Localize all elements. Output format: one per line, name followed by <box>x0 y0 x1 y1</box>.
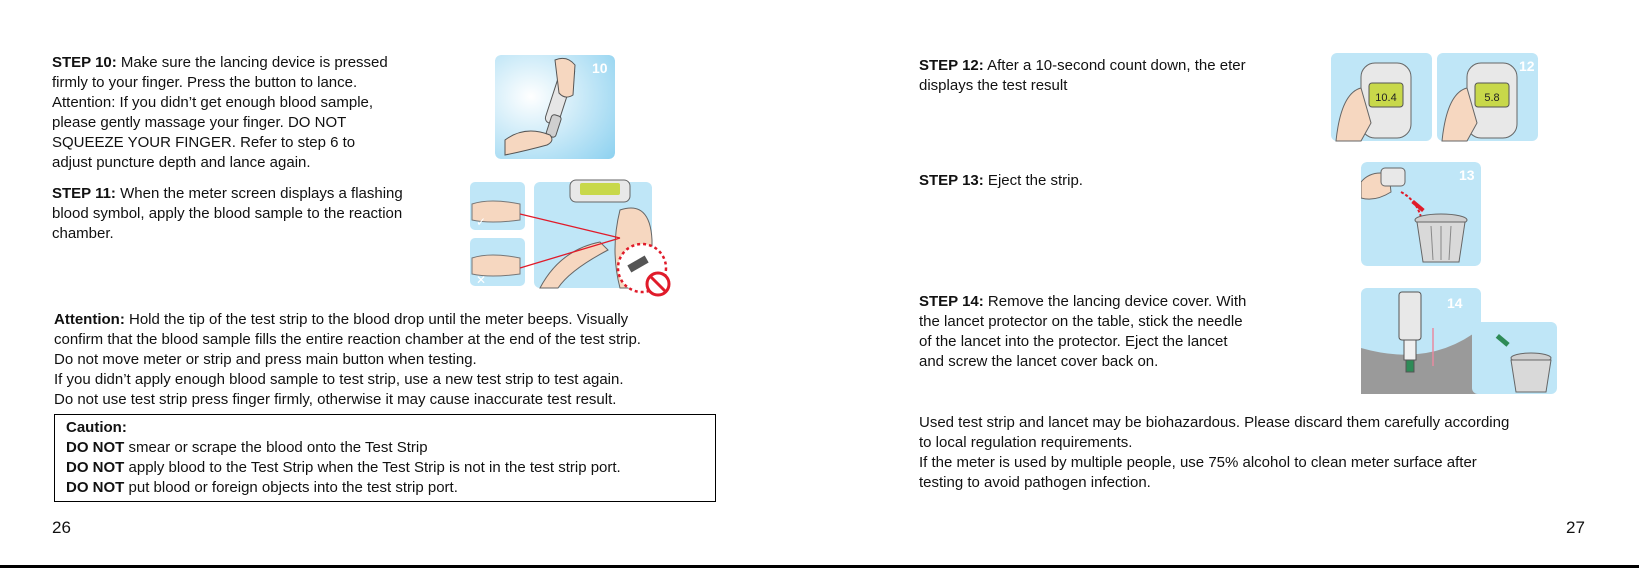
step-10-illustration <box>495 55 615 159</box>
attention-line-3: Do not move meter or strip and press main button when testing. <box>54 351 477 368</box>
attention-line-5: Do not use test strip press finger firmly, otherwise it may cause inaccurate test result. <box>54 391 617 408</box>
step-14-line-4: and screw the lancet cover back on. <box>919 353 1159 370</box>
step-10-line-3: Attention: If you didn’t get enough blood sample, <box>52 94 374 111</box>
caution-item: DO NOT put blood or foreign objects into the test strip port. <box>66 479 458 496</box>
step-14-illustration <box>1361 288 1561 395</box>
right-page <box>820 0 1639 565</box>
step-14-text <box>919 292 1319 372</box>
step-13-badge: 13 <box>1459 167 1475 183</box>
disposal-line-3: If the meter is used by multiple people, use 75% alcohol to clean meter surface after <box>919 454 1477 471</box>
step-12-line-2: displays the test result <box>919 77 1068 94</box>
cross-icon: ✕ <box>476 273 487 287</box>
step-12-badge: 12 <box>1519 58 1535 74</box>
step-12-line-1: STEP 12: After a 10-second count down, the eter <box>919 57 1246 74</box>
step-11-line-2: blood symbol, apply the blood sample to the reaction <box>52 205 403 222</box>
step-10-line-2: firmly to your finger. Press the button to lance. <box>52 74 358 91</box>
attention-line-1: Attention: Hold the tip of the test strip to the blood drop until the meter beeps. Visually <box>54 311 629 328</box>
step-10-line-4: please gently massage your finger. DO NOT <box>52 114 347 131</box>
left-page <box>0 0 819 565</box>
step-10-badge: 10 <box>592 60 608 76</box>
step-14-line-2: the lancet protector on the table, stick the needle <box>919 313 1243 330</box>
caution-item: DO NOT apply blood to the Test Strip when the Test Strip is not in the test strip port. <box>66 459 621 476</box>
attention-text <box>54 310 774 410</box>
caution-box <box>54 414 716 502</box>
step-14-line-3: of the lancet into the protector. Eject the lancet <box>919 333 1228 350</box>
step-10-line-1: STEP 10: Make sure the lancing device is pressed <box>52 54 388 71</box>
disposal-line-1: Used test strip and lancet may be biohazardous. Please discard them carefully according <box>919 414 1510 431</box>
step-14-line-1: STEP 14: Remove the lancing device cover. With <box>919 293 1247 310</box>
meter-reading-1: 10.4 <box>1375 92 1397 104</box>
step-11-line-1: STEP 11: When the meter screen displays a flashing <box>52 185 403 202</box>
page-number-right: 27 <box>1566 518 1585 537</box>
disposal-line-4: testing to avoid pathogen infection. <box>919 474 1151 491</box>
caution-item: DO NOT smear or scrape the blood onto the Test Strip <box>66 439 428 456</box>
step-12-illustration <box>1331 53 1541 143</box>
step-13-illustration <box>1361 162 1481 266</box>
disposal-text <box>919 413 1619 493</box>
step-11-text <box>52 184 472 244</box>
attention-line-2: confirm that the blood sample fills the entire reaction chamber at the end of the test strip. <box>54 331 641 348</box>
step-13-text <box>919 171 1319 191</box>
meter-reading-2: 5.8 <box>1484 92 1500 104</box>
step-10-text <box>52 53 472 173</box>
step-12-text <box>919 56 1319 96</box>
step-11-line-3: chamber. <box>52 225 114 242</box>
step-10-line-6: adjust puncture depth and lance again. <box>52 154 311 171</box>
disposal-line-2: to local regulation requirements. <box>919 434 1133 451</box>
caution-title: Caution: <box>66 419 127 436</box>
check-icon: ✓ <box>476 215 487 229</box>
step-11-illustration <box>470 180 678 298</box>
step-13-line-1: STEP 13: Eject the strip. <box>919 172 1083 189</box>
step-10-line-5: SQUEEZE YOUR FINGER. Refer to step 6 to <box>52 134 356 151</box>
step-14-badge: 14 <box>1447 295 1463 311</box>
page-number-left: 26 <box>52 518 71 537</box>
attention-line-4: If you didn’t apply enough blood sample to test strip, use a new test strip to test again. <box>54 371 624 388</box>
